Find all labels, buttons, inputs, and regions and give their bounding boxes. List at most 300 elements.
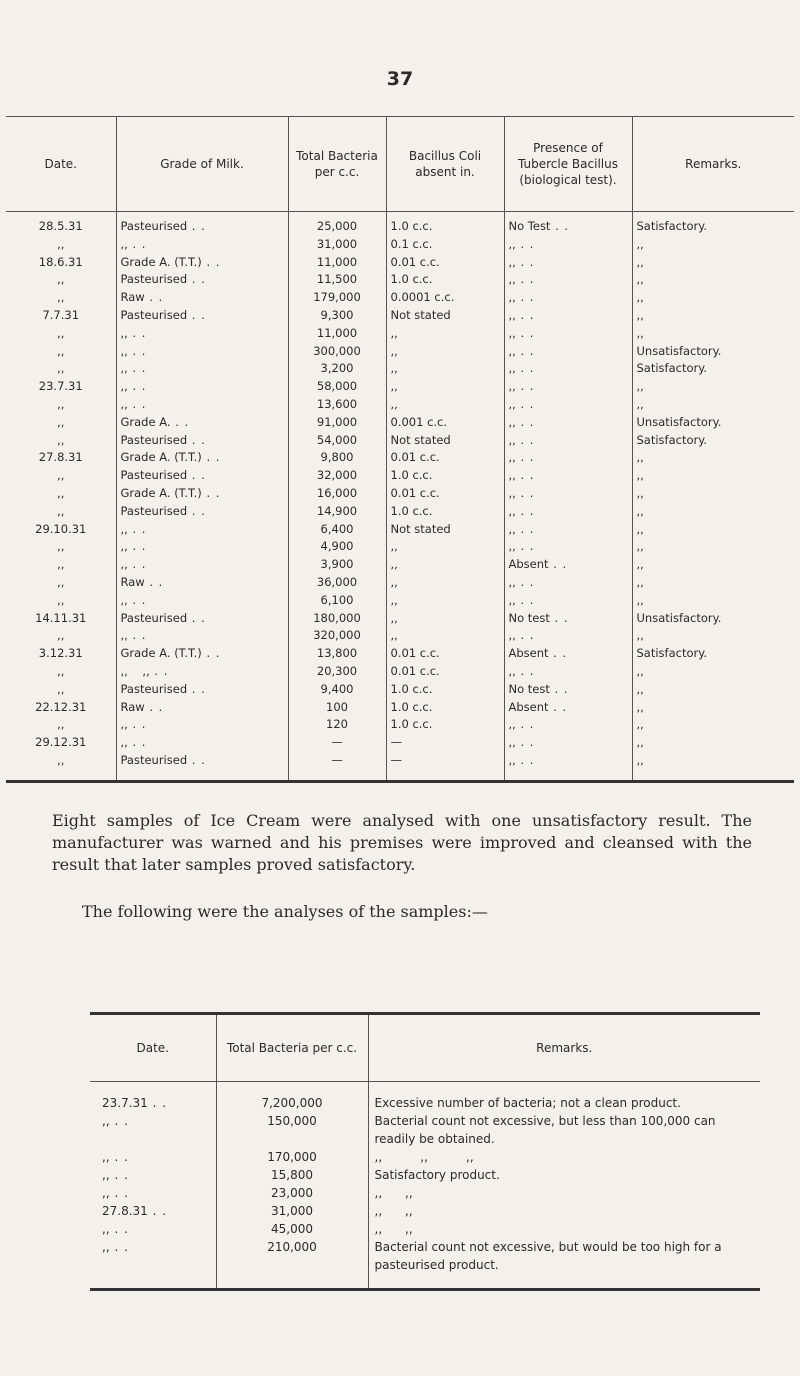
- cell-coli: [386, 645, 504, 663]
- cell-grade: [116, 432, 288, 450]
- cell-text: 1.0 c.c.: [390, 681, 433, 696]
- cell-grade: [116, 212, 288, 236]
- cell-coli: [386, 236, 504, 254]
- cell-remarks: [368, 1148, 760, 1166]
- cell-text: 300,000: [313, 343, 361, 358]
- cell-text: ,, . .: [509, 468, 535, 482]
- cell-text: ,, ,, . .: [121, 664, 169, 678]
- cell-text: Unsatisfactory.: [636, 343, 722, 358]
- cell-grade: [116, 645, 288, 663]
- table-row: [6, 271, 794, 289]
- cell-text: 11,000: [316, 254, 358, 269]
- cell-total: [216, 1082, 368, 1113]
- cell-tubercle: [504, 503, 632, 521]
- cell-text: ,,: [636, 752, 644, 767]
- cell-text: Raw . .: [121, 575, 164, 589]
- cell-text: ,,: [636, 539, 644, 554]
- table-row: [6, 467, 794, 485]
- cell-total: [288, 681, 386, 699]
- cell-remarks: [632, 716, 794, 734]
- cell-text: 100: [326, 699, 348, 714]
- cell-tubercle: [504, 538, 632, 556]
- cell-text: ,,: [390, 610, 398, 625]
- page-number: 37: [386, 68, 414, 90]
- cell-coli: [386, 212, 504, 236]
- cell-tubercle: [504, 432, 632, 450]
- cell-text: 1.0 c.c.: [390, 219, 433, 233]
- cell-total: [288, 538, 386, 556]
- cell-text: No Test . .: [509, 219, 570, 233]
- cell-text: Satisfactory.: [636, 219, 708, 233]
- table-row: [6, 681, 794, 699]
- cell-grade: [116, 610, 288, 628]
- cell-text: —: [331, 735, 343, 750]
- cell-total: [216, 1148, 368, 1166]
- cell-text: 27.8.31: [38, 450, 83, 465]
- cell-text: Grade A. (T.T.) . .: [121, 486, 221, 500]
- cell-text: 210,000: [267, 1240, 317, 1254]
- cell-text: 23.7.31 . .: [102, 1096, 167, 1110]
- cell-total: [288, 663, 386, 681]
- cell-remarks: [632, 254, 794, 272]
- cell-tubercle: [504, 627, 632, 645]
- cell-tubercle: [504, 752, 632, 782]
- table-row: [6, 752, 794, 782]
- cell-text: Grade A. (T.T.) . .: [121, 450, 221, 464]
- cell-text: ,, . .: [509, 272, 535, 286]
- cell-text: 180,000: [313, 610, 361, 625]
- cell-text: 9,400: [320, 681, 354, 696]
- cell-date: [6, 645, 116, 663]
- table-row: [6, 663, 794, 681]
- cell-tubercle: [504, 592, 632, 610]
- cell-coli: [386, 592, 504, 610]
- cell-text: 3,200: [320, 361, 354, 376]
- cell-remarks: [368, 1166, 760, 1184]
- cell-remarks: [368, 1238, 760, 1290]
- cell-total: [288, 592, 386, 610]
- cell-tubercle: [504, 681, 632, 699]
- cell-date: [6, 396, 116, 414]
- cell-total: [288, 521, 386, 539]
- table-row: [6, 307, 794, 325]
- milk-table-header: [6, 117, 794, 212]
- cell-coli: [386, 289, 504, 307]
- cell-text: 9,300: [320, 307, 354, 322]
- cell-text: ,,: [636, 699, 644, 714]
- cell-total: [288, 627, 386, 645]
- cell-text: ,,: [57, 663, 65, 678]
- header-date: Date.: [6, 117, 116, 212]
- cell-text: 7,200,000: [261, 1096, 323, 1110]
- cell-text: No test . .: [509, 611, 569, 625]
- cell-text: 0.01 c.c.: [390, 254, 440, 269]
- table-row: [6, 236, 794, 254]
- cell-text: ,,: [636, 468, 644, 483]
- cell-grade: [116, 360, 288, 378]
- cell-text: ,, . .: [102, 1186, 129, 1200]
- cell-text: ,,: [57, 485, 65, 500]
- cell-text: ,, . .: [509, 450, 535, 464]
- cell-text: Raw . .: [121, 290, 164, 304]
- cell-date: [6, 414, 116, 432]
- cell-grade: [116, 307, 288, 325]
- cell-text: ,, . .: [509, 415, 535, 429]
- cell-text: ,,: [390, 574, 398, 589]
- cell-date: [6, 538, 116, 556]
- cell-text: 4,900: [320, 539, 354, 554]
- cell-text: ,,: [57, 272, 65, 287]
- cell-text: 29.10.31: [35, 521, 87, 536]
- cell-text: ,, ,,: [374, 1204, 413, 1218]
- cell-date: [6, 212, 116, 236]
- cell-text: ,, . .: [509, 753, 535, 767]
- cell-text: 11,000: [316, 325, 358, 340]
- cell-remarks: [632, 378, 794, 396]
- cell-remarks: [632, 236, 794, 254]
- cell-text: 1.0 c.c.: [390, 503, 433, 518]
- cell-text: ,,: [636, 307, 644, 322]
- cell-text: ,, ,,: [374, 1222, 413, 1236]
- cell-remarks: [368, 1184, 760, 1202]
- cell-text: 1.0 c.c.: [390, 468, 433, 483]
- cell-text: ,, . .: [102, 1114, 129, 1128]
- cell-coli: [386, 610, 504, 628]
- cell-text: ,, . .: [102, 1240, 129, 1254]
- cell-text: ,, . .: [509, 717, 535, 731]
- cell-text: Pasteurised . .: [121, 753, 206, 767]
- cell-text: ,, . .: [509, 522, 535, 536]
- cell-grade: [116, 503, 288, 521]
- cell-tubercle: [504, 378, 632, 396]
- cell-date: [90, 1220, 216, 1238]
- cell-date: [6, 432, 116, 450]
- cell-text: Unsatisfactory.: [636, 414, 722, 429]
- cell-total: [216, 1202, 368, 1220]
- cell-coli: [386, 556, 504, 574]
- cell-remarks: [368, 1112, 760, 1148]
- cell-grade: [116, 663, 288, 681]
- cell-text: ,,: [636, 663, 644, 678]
- cell-total: [288, 236, 386, 254]
- table-row: [6, 212, 794, 236]
- cell-text: ,,: [636, 396, 644, 411]
- table-row: [6, 289, 794, 307]
- cell-date: [6, 734, 116, 752]
- cell-text: Pasteurised . .: [121, 682, 206, 696]
- cell-coli: [386, 627, 504, 645]
- cell-text: ,, . .: [121, 361, 147, 375]
- table-row: [90, 1148, 760, 1166]
- cell-text: ,,: [636, 236, 644, 251]
- cell-text: ,,: [390, 343, 398, 358]
- cell-coli: [386, 378, 504, 396]
- cell-date: [6, 254, 116, 272]
- ice-header-remarks: Remarks.: [368, 1014, 760, 1082]
- cell-coli: [386, 699, 504, 717]
- cell-coli: [386, 432, 504, 450]
- cell-date: [90, 1148, 216, 1166]
- table-row: [6, 360, 794, 378]
- cell-text: ,,: [57, 752, 65, 767]
- cell-coli: [386, 414, 504, 432]
- cell-text: ,, . .: [509, 433, 535, 447]
- cell-text: 23,000: [271, 1186, 313, 1200]
- cell-total: [288, 610, 386, 628]
- table-row: [6, 645, 794, 663]
- cell-text: ,, ,,: [374, 1186, 413, 1200]
- cell-text: 0.1 c.c.: [390, 236, 433, 251]
- cell-text: Satisfactory.: [636, 646, 708, 661]
- cell-text: 28.5.31: [38, 219, 83, 233]
- table-row: [6, 734, 794, 752]
- cell-text: 3.12.31: [38, 646, 83, 661]
- cell-text: ,,: [636, 503, 644, 518]
- cell-grade: [116, 521, 288, 539]
- cell-date: [6, 289, 116, 307]
- cell-text: 9,800: [320, 450, 354, 465]
- cell-remarks: [632, 271, 794, 289]
- cell-text: 31,000: [316, 236, 358, 251]
- table-row: [6, 699, 794, 717]
- cell-remarks: [632, 432, 794, 450]
- cell-tubercle: [504, 289, 632, 307]
- cell-text: 0.01 c.c.: [390, 646, 440, 661]
- cell-tubercle: [504, 734, 632, 752]
- cell-text: ,,: [636, 379, 644, 394]
- cell-text: ,, . .: [509, 735, 535, 749]
- cell-total: [288, 574, 386, 592]
- cell-grade: [116, 538, 288, 556]
- cell-total: [216, 1238, 368, 1290]
- cell-text: 120: [326, 717, 348, 732]
- cell-text: 1.0 c.c.: [390, 717, 433, 732]
- cell-text: ,,: [636, 557, 644, 572]
- table-row: [6, 574, 794, 592]
- cell-text: ,,: [57, 717, 65, 732]
- cell-text: 0.01 c.c.: [390, 663, 440, 678]
- cell-text: 91,000: [316, 414, 358, 429]
- cell-date: [90, 1184, 216, 1202]
- cell-coli: [386, 521, 504, 539]
- cell-text: ,,: [636, 290, 644, 305]
- cell-date: [6, 521, 116, 539]
- cell-tubercle: [504, 396, 632, 414]
- cell-remarks: [632, 449, 794, 467]
- cell-grade: [116, 449, 288, 467]
- cell-text: Grade A. (T.T.) . .: [121, 255, 221, 269]
- header-tubercle: Presence of Tubercle Bacillus (biological test).: [504, 117, 632, 212]
- cell-grade: [116, 236, 288, 254]
- cell-text: 13,800: [316, 646, 358, 661]
- cell-text: 16,000: [316, 485, 358, 500]
- cell-grade: [116, 752, 288, 782]
- cell-text: ,, . .: [509, 593, 535, 607]
- cell-text: ,, . .: [121, 344, 147, 358]
- header-bacillus-coli: Bacillus Coli absent in.: [386, 117, 504, 212]
- cell-text: ,,: [57, 290, 65, 305]
- cell-coli: [386, 503, 504, 521]
- ice-table-header: [90, 1014, 760, 1082]
- cell-text: Absent . .: [509, 700, 568, 714]
- cell-text: ,, . .: [509, 628, 535, 642]
- cell-date: [6, 485, 116, 503]
- cell-grade: [116, 467, 288, 485]
- cell-coli: [386, 271, 504, 289]
- cell-date: [6, 592, 116, 610]
- cell-text: 29.12.31: [35, 735, 87, 750]
- cell-date: [6, 343, 116, 361]
- cell-remarks: [632, 467, 794, 485]
- cell-remarks: [368, 1202, 760, 1220]
- cell-text: ,, . .: [509, 237, 535, 251]
- cell-text: ,, . .: [509, 326, 535, 340]
- cell-tubercle: [504, 574, 632, 592]
- table-row: [6, 343, 794, 361]
- table-row: [6, 396, 794, 414]
- table-row: [6, 503, 794, 521]
- cell-tubercle: [504, 236, 632, 254]
- ice-header-total-bacteria: Total Bacteria per c.c.: [216, 1014, 368, 1082]
- cell-date: [6, 699, 116, 717]
- cell-text: ,,: [636, 681, 644, 696]
- cell-grade: [116, 734, 288, 752]
- cell-coli: [386, 734, 504, 752]
- table-row: [6, 325, 794, 343]
- cell-remarks: [632, 610, 794, 628]
- table-row: [90, 1166, 760, 1184]
- cell-tubercle: [504, 645, 632, 663]
- cell-date: [6, 236, 116, 254]
- cell-text: ,,: [57, 681, 65, 696]
- cell-text: Absent . .: [509, 646, 568, 660]
- cell-remarks: [632, 556, 794, 574]
- cell-grade: [116, 325, 288, 343]
- cell-tubercle: [504, 449, 632, 467]
- cell-text: 58,000: [316, 379, 358, 394]
- cell-text: 54,000: [316, 432, 358, 447]
- cell-remarks: [632, 734, 794, 752]
- cell-remarks: [632, 485, 794, 503]
- cell-text: 22.12.31: [35, 699, 87, 714]
- table-row: [6, 432, 794, 450]
- cell-tubercle: [504, 254, 632, 272]
- cell-date: [6, 574, 116, 592]
- cell-text: No test . .: [509, 682, 569, 696]
- cell-tubercle: [504, 521, 632, 539]
- cell-text: Pasteurised . .: [121, 611, 206, 625]
- cell-total: [216, 1184, 368, 1202]
- cell-total: [288, 254, 386, 272]
- cell-tubercle: [504, 343, 632, 361]
- cell-text: ,,: [390, 325, 398, 340]
- cell-text: Pasteurised . .: [121, 219, 206, 233]
- cell-text: 25,000: [316, 219, 358, 233]
- cell-grade: [116, 289, 288, 307]
- cell-text: 32,000: [316, 468, 358, 483]
- table-row: [6, 378, 794, 396]
- cell-text: 1.0 c.c.: [390, 699, 433, 714]
- cell-grade: [116, 716, 288, 734]
- cell-date: [90, 1112, 216, 1148]
- cell-text: 0.0001 c.c.: [390, 290, 455, 305]
- cell-date: [90, 1166, 216, 1184]
- cell-text: ,, . .: [121, 539, 147, 553]
- cell-date: [6, 360, 116, 378]
- cell-text: ,,: [636, 272, 644, 287]
- cell-total: [288, 378, 386, 396]
- cell-grade: [116, 254, 288, 272]
- cell-date: [6, 681, 116, 699]
- cell-coli: [386, 681, 504, 699]
- table-row: [90, 1112, 760, 1148]
- cell-remarks: [632, 645, 794, 663]
- cell-text: 31,000: [271, 1204, 313, 1218]
- cell-remarks: [632, 663, 794, 681]
- cell-text: ,, . .: [121, 628, 147, 642]
- cell-remarks: [632, 592, 794, 610]
- cell-remarks: [368, 1082, 760, 1113]
- cell-coli: [386, 343, 504, 361]
- cell-total: [288, 752, 386, 782]
- cell-total: [288, 645, 386, 663]
- cell-text: ,,: [390, 628, 398, 643]
- cell-coli: [386, 325, 504, 343]
- cell-text: ,,: [636, 717, 644, 732]
- cell-text: ,, ,, ,,: [374, 1150, 474, 1164]
- table-row: [90, 1202, 760, 1220]
- cell-remarks: [632, 289, 794, 307]
- ice-cream-intro: The following were the analyses of the samples:—: [82, 902, 488, 921]
- cell-text: 11,500: [316, 272, 358, 287]
- table-row: [6, 556, 794, 574]
- cell-grade: [116, 681, 288, 699]
- cell-remarks: [632, 752, 794, 782]
- cell-text: 36,000: [316, 574, 358, 589]
- cell-total: [288, 343, 386, 361]
- cell-text: ,,: [636, 628, 644, 643]
- cell-text: 1.0 c.c.: [390, 272, 433, 287]
- cell-remarks: [632, 307, 794, 325]
- cell-text: ,,: [57, 343, 65, 358]
- table-row: [6, 538, 794, 556]
- cell-date: [6, 449, 116, 467]
- cell-date: [6, 271, 116, 289]
- cell-text: Excessive number of bacteria; not a clean product.: [374, 1096, 681, 1110]
- cell-remarks: [632, 396, 794, 414]
- cell-text: ,, . .: [121, 237, 147, 251]
- cell-coli: [386, 360, 504, 378]
- cell-tubercle: [504, 467, 632, 485]
- milk-samples-table: [6, 116, 794, 783]
- cell-coli: [386, 396, 504, 414]
- table-row: [90, 1238, 760, 1290]
- cell-text: ,,: [390, 592, 398, 607]
- cell-text: ,,: [390, 539, 398, 554]
- cell-total: [288, 212, 386, 236]
- cell-coli: [386, 574, 504, 592]
- cell-text: ,,: [390, 379, 398, 394]
- cell-text: ,, . .: [102, 1168, 129, 1182]
- cell-text: Unsatisfactory.: [636, 610, 722, 625]
- cell-text: ,,: [636, 254, 644, 269]
- cell-total: [288, 271, 386, 289]
- cell-text: Raw . .: [121, 700, 164, 714]
- cell-text: ,, . .: [509, 539, 535, 553]
- cell-tubercle: [504, 716, 632, 734]
- cell-grade: [116, 378, 288, 396]
- cell-tubercle: [504, 610, 632, 628]
